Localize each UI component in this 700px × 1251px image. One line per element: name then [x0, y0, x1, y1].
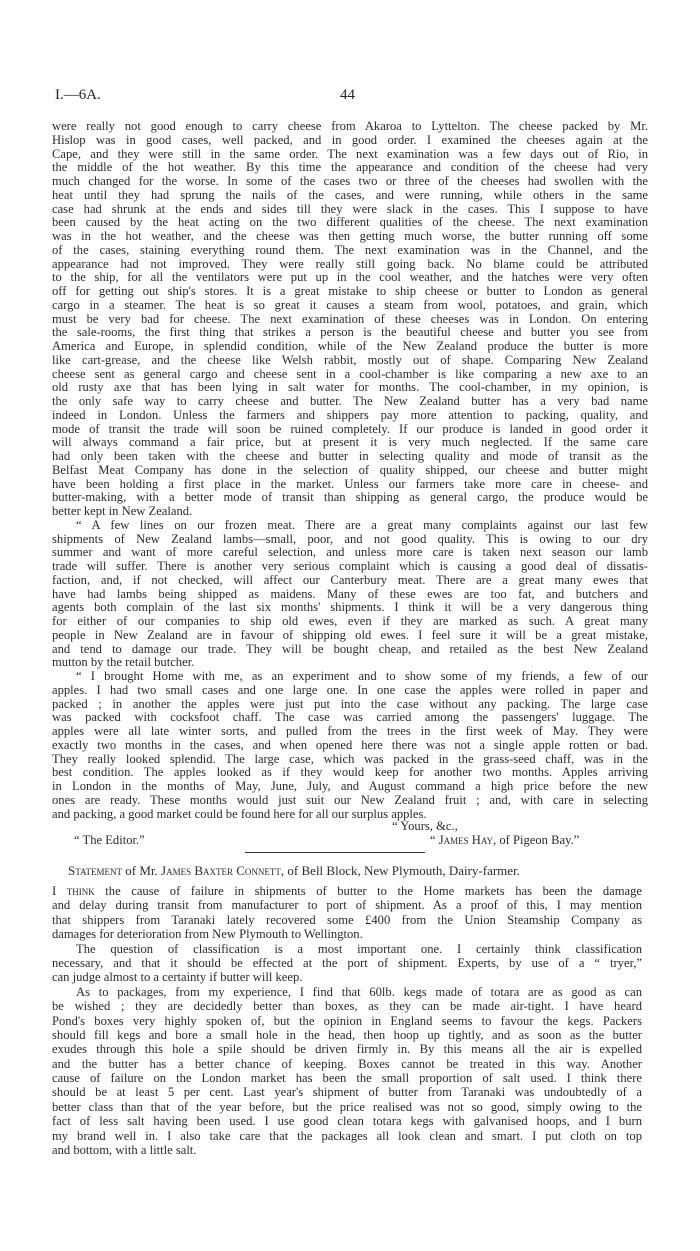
- text-line: Cape, and they were still in the same order. The next examination was a few days out of Rio, in: [52, 146, 648, 161]
- statement-body: [52, 884, 642, 1157]
- text-line: was packed with cocksfoot chaff. The case was carried among the passengers' luggage. The: [52, 710, 648, 725]
- text-line: and the butter has a better chance of keeping. Boxes cannot be treated in this way. Another: [52, 1056, 642, 1071]
- text-line: the middle of the hot weather. By this time the appearance and condition of the cheese had very: [52, 160, 648, 175]
- text-line: [52, 884, 642, 898]
- text-line: old rusty axe that has been lying in salt water for months. The cool-chamber, in my opinion, is: [52, 380, 648, 395]
- text-line: The question of classification is a most important one. I certainly think classification: [76, 941, 642, 956]
- text-line: off for getting out ship's stores. It is a great mistake to ship cheese or butter to London as general: [52, 284, 648, 298]
- text-line: heat until they had sprung the nails of the cases, and were running, while others in the same: [52, 187, 648, 202]
- text-line: better class than that of the year before, but the price realised was not so good, simply owing to the: [52, 1099, 642, 1114]
- text-line: fact of less salt having been used. I use good clean totara kegs with galvanised hoops, and I burn: [52, 1114, 642, 1129]
- text-line: trade will suffer. There is another very serious complaint which is causing a good deal of dissatis-: [52, 559, 648, 573]
- signature-rest: , of Pigeon Bay.”: [493, 832, 580, 847]
- text-line: much changed for the worse. In some of the cases two or three of the cheeses had swollen with the: [52, 174, 648, 188]
- text-line: shipments of New Zealand lambs—small, poor, and not good quality. This is owing to our dry: [52, 531, 648, 546]
- text-line: and packing, a good market could be found here for all our surplus apples.: [52, 806, 427, 821]
- text-line: packed ; in another the apples were just put into the case without any packing. The large case: [52, 696, 648, 711]
- text-line: exactly two months in the cases, and when opened here there was not a single apple rotten or bad.: [52, 737, 648, 752]
- text-line: exudes through this hole a spile should be driven firmly in. By this means all the air is expelled: [52, 1042, 642, 1057]
- text-line: America and Europe, in splendid condition, while of the New Zealand produce the butter is more: [52, 339, 648, 353]
- text-line: butter-making, with a better mode of transit than shipping as general cargo, the produce would be: [52, 490, 648, 505]
- text-line: like cart-grease, and the cheese like Welsh rabbit, mostly out of shape. Comparing New Zealand: [52, 352, 648, 367]
- text-line: of the cases, staining everything round them. The next examination was in the Channel, and the: [52, 242, 648, 257]
- text-line: cheese sent as general cargo and cheese sent in a cool-chamber is like comparing a new axe to an: [52, 366, 648, 381]
- document-reference: I.—6A.: [55, 87, 101, 103]
- text-line: and bottom, with a little salt.: [52, 1143, 197, 1158]
- text-line: have been holding a first place in the market. Unless our farmers take more care in cheese- and: [52, 476, 648, 491]
- text-line: had only been taken with the cheese and butter in selecting quality and mode of transit as the: [52, 449, 648, 463]
- text-line: must be very bad for cheese. The next examination of these cheeses was in London. On entering: [52, 311, 648, 326]
- text-line: the only safe way to carry cheese and butter. The New Zealand butter has a very bad name: [52, 394, 648, 408]
- opening-words: I think: [52, 884, 95, 898]
- text-line: should fill kegs and bore a small hole in the head, then hoop up tightly, and as soon as the butter: [52, 1027, 642, 1042]
- paragraph: [52, 942, 642, 985]
- paragraph: [52, 120, 648, 519]
- text-line: apples. I had two small cases and one large one. In one case the apples were rolled in paper and: [52, 682, 648, 697]
- addressee: “ The Editor.”: [74, 832, 145, 847]
- text-line: cargo in a steamer. The heat is so great it causes a steam from wool, potatoes, and grain, which: [52, 297, 648, 312]
- text-line: and tend to damage our trade. They will be bought cheap, and retailed as the best New Zealand: [52, 641, 648, 656]
- text-line: agents both complain of the last six months' shipments. I think it will be a very dangerous thing: [52, 600, 648, 615]
- text-line: to the ship, for all the ventilators were put up in the cool weather, and the hatches were very often: [52, 270, 648, 285]
- text-line: the sale-rooms, the first thing that strikes a person is the beautiful cheese and butter you see from: [52, 325, 648, 340]
- text-line: Pond's boxes very highly spoken of, but the opinion in England seems to favour the kegs. Packers: [52, 1013, 642, 1028]
- text-line: Hislop was in good cases, well packed, and in good order. I examined the cheeses again at the: [52, 132, 648, 147]
- letter-signoff: [52, 820, 648, 848]
- text-line: better kept in New Zealand.: [52, 504, 193, 518]
- section-divider: [245, 852, 425, 853]
- text-line: mode of transit the trade will soon be ruined completely. If our produce is landed in good order it: [52, 421, 648, 436]
- paragraph: [52, 519, 648, 670]
- text-line: be wished ; they are decidedly better than boxes, as they can be made air-tight. I have heard: [52, 999, 642, 1014]
- heading-of: of Mr.: [122, 863, 162, 878]
- text-line: Belfast Meat Company has done in the selection of quality shipped, our cheese and butter might: [52, 462, 648, 477]
- text-line: As to packages, from my experience, I find that 60lb. kegs made of totara are as good as can: [76, 984, 642, 999]
- text-line: can judge almost to a certainty if butter will keep.: [52, 970, 303, 985]
- text-line: case had shrunk at the ends and sides till they were slack in the cases. This I suppose to have: [52, 201, 648, 216]
- page-number: 44: [340, 87, 355, 103]
- text-line: necessary, and that it should be effected at the port of shipment. Experts, by use of a “ tryer,”: [52, 955, 642, 970]
- text-line: appearance had not improved. They were really still going back. No blame could be attributed: [52, 256, 648, 271]
- text-line: best condition. The apples looked as if they would keep for another two months. Apples arriving: [52, 765, 648, 780]
- paragraph: [52, 670, 648, 821]
- text-line: indeed in London. Unless the farmers and shippers pay more attention to packing, quality, and: [52, 407, 648, 422]
- signature: [430, 834, 579, 848]
- text-line: damages for deterioration from New Plymouth to Wellington.: [52, 927, 363, 942]
- text-line: apples were all late winter sorts, and pulled from the trees in the first week of May. They were: [52, 724, 648, 738]
- text-line: cause of failure on the London market has been the small proportion of salt used. I think there: [52, 1071, 642, 1086]
- text-line: summer and want of more careful selection, and unless more care is taken next season our lamb: [52, 545, 648, 560]
- text-line: my brand well in. I also take care that the packages all look clean and smart. I put cloth on top: [52, 1128, 642, 1143]
- statement-heading: [68, 864, 520, 878]
- signature-name: “ James Hay: [430, 832, 494, 847]
- text-line: “ A few lines on our frozen meat. There are a great many complaints against our last few: [76, 517, 648, 532]
- text-line: “ I brought Home with me, as an experiment and to show some of my friends, a few of our: [76, 669, 648, 683]
- text-line: in London in the months of May, June, July, and August command a high price before the new: [52, 779, 648, 793]
- text-line: faction, and, if not checked, will affect our Canterbury meat. There are a great many ewes that: [52, 572, 648, 587]
- text-line: should be at least 5 per cent. Last year's shipment of butter from Taranaki was undoubtedly of a: [52, 1085, 642, 1100]
- text-line: will always command a fair price, but at present it is very much neglected. If the same care: [52, 435, 648, 450]
- text-line: for either of our companies to ship old ewes, even if they are marked as such. A great many: [52, 614, 648, 628]
- closing: “ Yours, &c.,: [392, 819, 458, 833]
- text-line: ones are ready. These months would just suit our New Zealand fruit ; and, with care in selecting: [52, 792, 648, 807]
- heading-rest: , of Bell Block, New Plymouth, Dairy-farmer.: [280, 863, 520, 878]
- paragraph: [52, 985, 642, 1158]
- line-text: the cause of failure in shipments of butter to the Home markets has been the damage: [94, 884, 642, 898]
- text-line: They really looked splendid. The large case, which was packed in the grass-seed chaff, was in the: [52, 751, 648, 766]
- text-line: were really not good enough to carry cheese from Akaroa to Lyttelton. The cheese packed by Mr.: [52, 119, 648, 133]
- text-line: and delay during transit from manufacturer to port of shipment. As a proof of this, I may mention: [52, 898, 642, 913]
- text-line: have had lambs being shipped as maidens. Many of these ewes are too fat, and butchers and: [52, 586, 648, 601]
- text-line: was in the hot weather, and the cheese was then getting much worse, the butter running off some: [52, 229, 648, 243]
- heading-name: James Baxter Connett: [161, 863, 281, 878]
- text-line: that shippers from Taranaki lately recovered some £400 from the Union Steamship Company as: [52, 912, 642, 927]
- letter-body: [52, 120, 648, 821]
- text-line: people in New Zealand are in favour of shipping old ewes. I feel sure it will be a great mistake,: [52, 627, 648, 642]
- text-line: mutton by the retail butcher.: [52, 655, 195, 670]
- text-line: been caused by the heat acting on the two different qualities of the cheese. The next examination: [52, 215, 648, 230]
- paragraph: [52, 884, 642, 942]
- heading-label: Statement: [68, 863, 123, 878]
